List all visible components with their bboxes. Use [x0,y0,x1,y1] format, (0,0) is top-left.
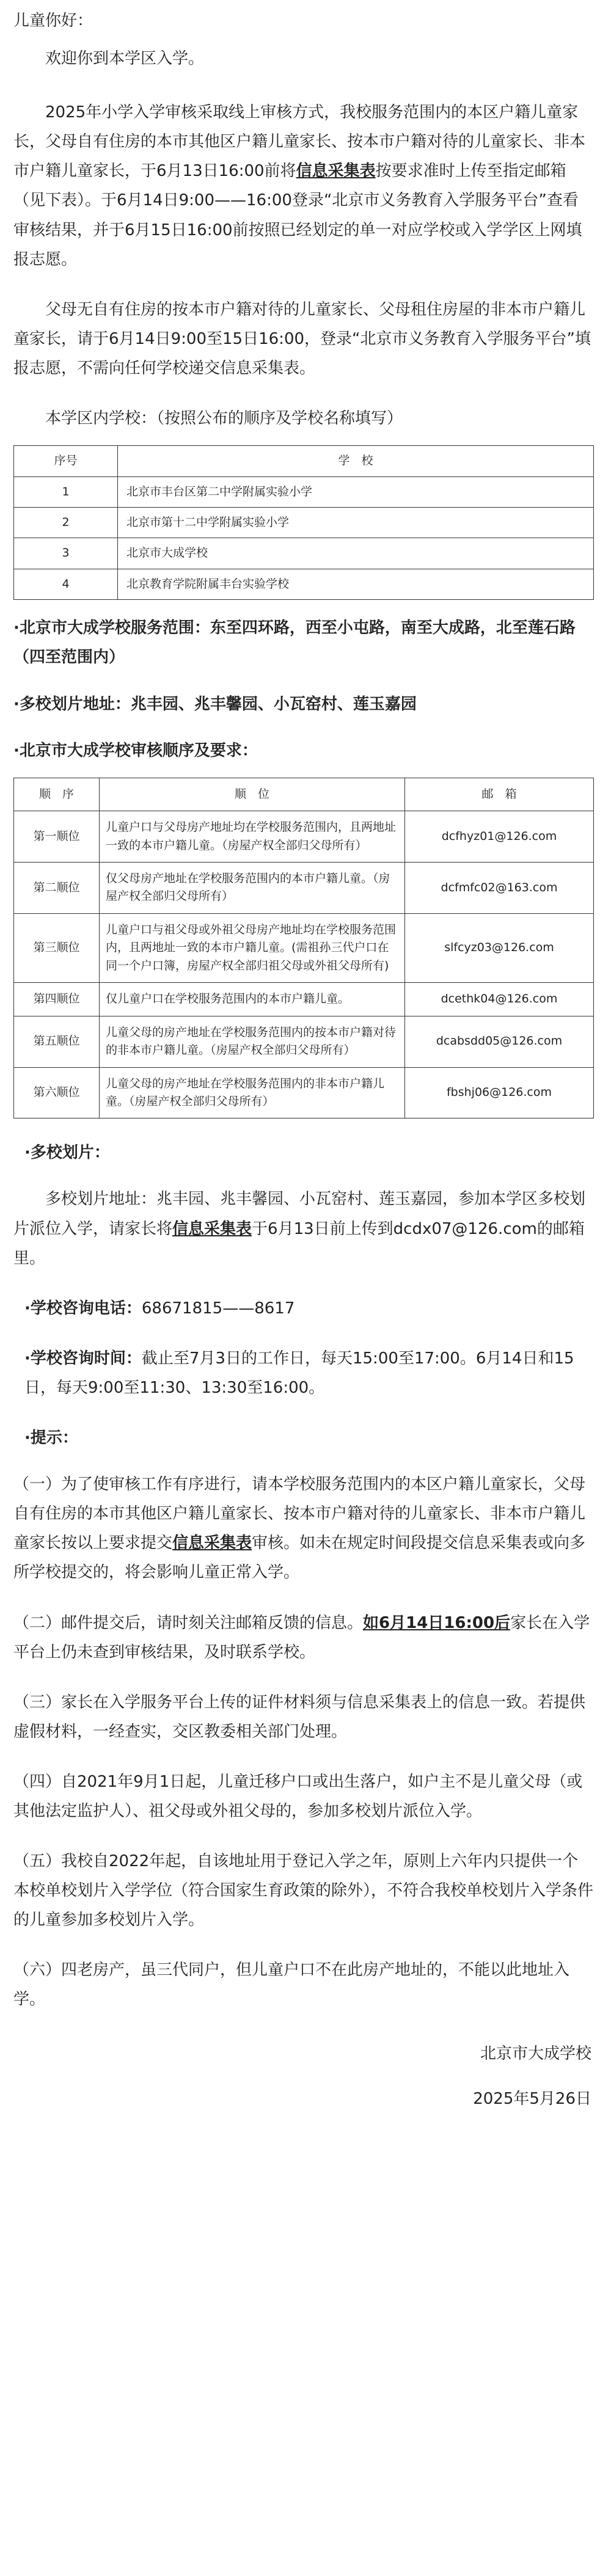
table-row [14,508,594,538]
school-no: 4 [14,569,118,599]
rank-email: dcfmfc02@163.com [405,863,594,914]
tip-4: （四）自2021年9月1日起，儿童迁移户口或出生落户，如户主不是儿童父母（或其他法定监护人）、祖父母或外祖父母的，参加多校划片派位入学。 [13,1772,583,1820]
multi-school-title: ·多校划片： [24,1144,110,1162]
service-area: ·北京市大成学校服务范围：东至四环路，西至小屯路，南至大成路，北至莲石路（四至范围内） [13,619,576,667]
col-header-rank: 顺 位 [100,778,405,811]
rank-condition: 仅儿童户口在学校服务范围内的本市户籍儿童。 [100,983,405,1016]
consult-hours-label: ·学校咨询时间： [24,1349,142,1368]
schools-table [13,445,594,600]
rank-label: 第一顺位 [14,811,100,863]
tip-2 [13,1608,594,1667]
tips-title: ·提示： [24,1429,78,1448]
intro-text-a: 2025年小学入学审核采取线上审核方式，我校服务范围内的本区户籍儿童家长，父母自有住房的本市其他区户籍儿童家长、按本市户籍对待的儿童家长、非本市户籍儿童家长，于6月13日16:00前将 [13,103,586,181]
info-form-emphasis: 信息采集表 [172,1534,252,1553]
intro-paragraph-1 [13,98,594,274]
rank-label: 第三顺位 [14,913,100,982]
rank-label: 第四顺位 [14,983,100,1016]
rank-email: dcethk04@126.com [405,983,594,1016]
welcome-line: 欢迎你到本学区入学。 [45,49,205,68]
multi-text-b: 于6月13日前上传到dcdx07@126.com的邮箱里。 [13,1219,585,1268]
rank-condition: 儿童父母的房产地址在学校服务范围内的非本市户籍儿童。（房屋产权全部归父母所有） [100,1067,405,1118]
tip-1-text-b: 审核。如未在规定时间段提交信息采集表或向多所学校提交的，将会影响儿童正常入学。 [13,1534,586,1582]
school-no: 2 [14,508,118,538]
school-no: 3 [14,538,118,569]
rank-email: dcabsdd05@126.com [405,1016,594,1067]
rank-condition: 仅父母房产地址在学校服务范围内的本市户籍儿童。（房屋产权全部归父母所有） [100,863,405,914]
consult-phone [13,1294,594,1323]
intro-paragraph-2: 父母无自有住房的按本市户籍对待的儿童家长、父母租住房屋的非本市户籍儿童家长，请于6月14日9:00至15日16:00，登录“北京市义务教育入学服务平台”填报志愿，不需向任何学校递交信息采集表。 [13,300,591,378]
tip-5: （五）我校自2022年起，自该地址用于登记入学之年，原则上六年内只提供一个本校单校划片入学学位（符合国家生育政策的除外），不符合我校单校划片入学条件的儿童参加多校划片入学。 [13,1852,594,1930]
table-row [14,476,594,507]
greeting: 儿童你好： [13,12,93,30]
school-name: 北京教育学院附属丰台实验学校 [118,569,594,599]
col-header-no: 序号 [14,446,118,476]
rank-label: 第二顺位 [14,863,100,914]
table-row [14,913,594,982]
col-header-order: 顺 序 [14,778,100,811]
schools-table-header [14,446,594,476]
table-row [14,811,594,863]
multi-text-a: 多校划片地址：兆丰园、兆丰馨园、小瓦窑村、莲玉嘉园，参加本学区多校划片派位入学，请家长将 [13,1190,586,1238]
order-table-header [14,778,594,811]
multi-school-paragraph [13,1184,594,1272]
table-row [14,1016,594,1067]
order-table [13,778,594,1119]
rank-email: dcfhyz01@126.com [405,811,594,863]
school-name: 北京市第十二中学附属实验小学 [118,508,594,538]
school-name: 北京市丰台区第二中学附属实验小学 [118,476,594,507]
rank-condition: 儿童父母的房产地址在学校服务范围内的按本市户籍对待的非本市户籍儿童。（房屋产权全部归父母所有） [100,1016,405,1067]
rank-condition: 儿童户口与祖父母或外祖父母房产地址均在学校服务范围内，且两地址一致的本市户籍儿童。(需祖孙三代户口在同一个户口簿，房屋产权全部归祖父母或外祖父母所有) [100,913,405,982]
multi-school-addresses: ·多校划片地址：兆丰园、兆丰馨园、小瓦窑村、莲玉嘉园 [13,695,417,713]
deadline-emphasis: 如6月14日16:00后 [363,1613,511,1632]
tip-2-text-b: 家长在入学平台上仍未查到审核结果，及时联系学校。 [13,1613,590,1662]
tip-1-text-a: （一）为了使审核工作有序进行，请本学校服务范围内的本区户籍儿童家长，父母自有住房的本市其他区户籍儿童家长、按本市户籍对待的儿童家长、非本市户籍儿童家长按以上要求提交 [13,1475,586,1553]
col-header-school: 学 校 [118,446,594,476]
tip-1 [13,1470,594,1587]
table-row [14,1067,594,1118]
document-date: 2025年5月26日 [473,2089,591,2108]
tip-6: （六）四老房产，虽三代同户，但儿童户口不在此房产地址的，不能以此地址入学。 [13,1961,570,2009]
table-row [14,538,594,569]
order-title: ·北京市大成学校审核顺序及要求： [13,741,258,760]
table-row [14,569,594,599]
school-name: 北京市大成学校 [118,538,594,569]
rank-label: 第六顺位 [14,1067,100,1118]
rank-condition: 儿童户口与父母房产地址均在学校服务范围内，且两地址一致的本市户籍儿童。（房屋产权全部归父母所有） [100,811,405,863]
info-form-emphasis: 信息采集表 [296,162,376,181]
consult-hours [13,1344,594,1403]
table-row [14,983,594,1016]
intro-text-b: 按要求准时上传至指定邮箱（见下表）。于6月14日9:00——16:00登录“北京市义务教育入学服务平台”查看审核结果，并于6月15日16:00前按照已经划定的单一对应学校或入学学区上网填报志愿。 [13,162,582,269]
school-list-title: 本学区内学校：（按照公布的顺序及学校名称填写） [45,409,403,428]
consult-phone-value: 68671815——8617 [141,1299,295,1318]
rank-label: 第五顺位 [14,1016,100,1067]
table-row [14,863,594,914]
signature: 北京市大成学校 [480,2044,591,2063]
consult-hours-value: 截止至7月3日的工作日，每天15:00至17:00。6月14日和15日，每天9:00至11:30、13:30至16:00。 [24,1349,574,1397]
tip-3: （三）家长在入学服务平台上传的证件材料须与信息采集表上的信息一致。若提供虚假材料，一经查实，交区教委相关部门处理。 [13,1693,586,1741]
notice-document [13,6,594,2114]
rank-email: fbshj06@126.com [405,1067,594,1118]
rank-email: slfcyz03@126.com [405,913,594,982]
info-form-emphasis: 信息采集表 [172,1219,252,1238]
consult-phone-label: ·学校咨询电话： [24,1299,142,1318]
tip-2-text-a: （二）邮件提交后，请时刻关注邮箱反馈的信息。 [13,1613,364,1632]
col-header-email: 邮 箱 [405,778,594,811]
school-no: 1 [14,476,118,507]
